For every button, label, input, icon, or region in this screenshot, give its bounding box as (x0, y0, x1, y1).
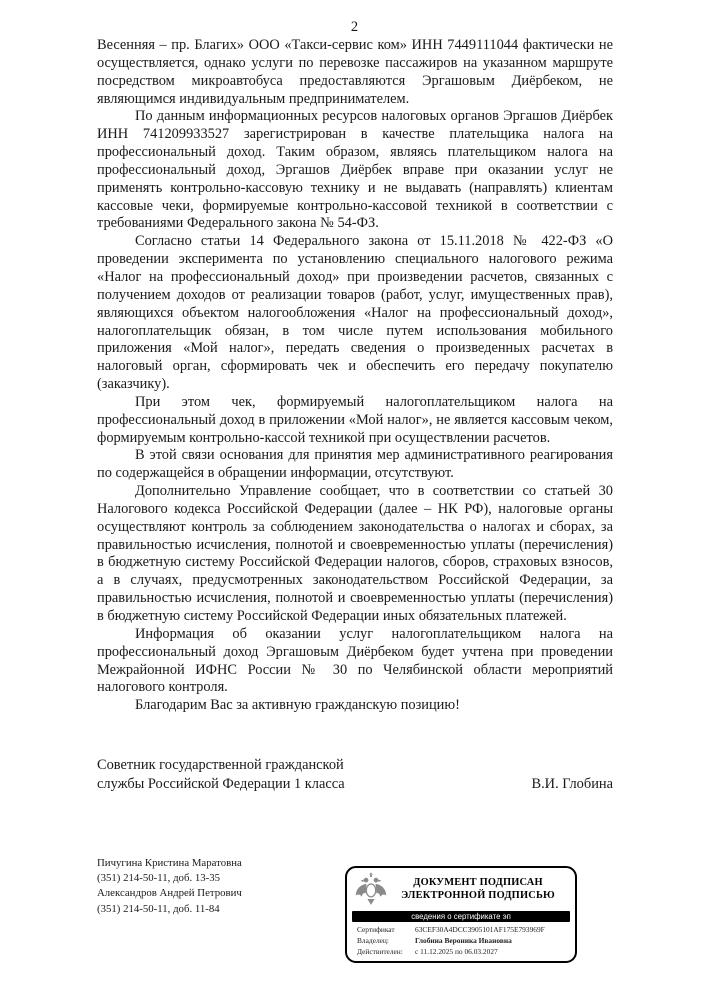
paragraph: Дополнительно Управление сообщает, что в соответствии со статьей 30 Налогового кодекса Российской Федерации (далее – НК РФ), налоговые органы осуществляют контроль за соблюдением законодательства о налогах и сборах, за правильностью исчисления, полнотой и своевременностью уплаты (перечисления) в бюджетную систему Российской Федерации налогов, сборов, страховых взносов, а в случаях, предусмотренных законодательством Российской Федерации, за правильностью исчисления, полнотой и своевременностью уплаты (перечисления) в бюджетную систему Российской Федерации иных обязательных платежей. (97, 483, 613, 624)
stamp-row-label: Владелец: (357, 935, 389, 945)
signer-position-line: службы Российской Федерации 1 класса (97, 775, 345, 792)
electronic-signature-stamp (345, 866, 577, 963)
stamp-row-value: 63CEF30A4DCC3905101AF175E793969F (415, 925, 545, 934)
stamp-title (389, 877, 567, 902)
stamp-row-certificate (357, 925, 565, 936)
stamp-row-validity (357, 947, 565, 958)
stamp-certificate-bar: сведения о сертификате эп (352, 911, 570, 922)
contact-block (97, 856, 242, 917)
contact-line: Александров Андрей Петрович (97, 887, 242, 900)
stamp-row-label: Сертификат (357, 925, 395, 934)
signer-position-line: Советник государственной гражданской (97, 757, 344, 773)
document-body (97, 37, 613, 715)
contact-line: Пичугина Кристина Маратовна (97, 857, 242, 869)
stamp-row-value: Глобина Вероника Ивановна (415, 935, 512, 945)
stamp-row-label: Действителен: (357, 946, 403, 956)
signature-block (97, 756, 613, 793)
stamp-header (347, 870, 575, 910)
paragraph: Благодарим Вас за активную гражданскую позицию! (135, 697, 460, 714)
paragraph: Согласно статьи 14 Федерального закона от 15.11.2018 № 422-ФЗ «О проведении эксперимента по установлению специального налогового режима «Налог на профессиональный доход» при произведении расчетов, связанных с получением доходов от реализации товаров (работ, услуг, имущественных прав), являющихся объектом налогообложения «Налог на профессиональный доход», налогоплательщик обязан, в том числе путем использования мобильного приложения «Мой налог», передать сведения о произведенных расчетах в налоговый орган, сформировать чек и обеспечить его передачу покупателю (заказчику). (97, 233, 613, 393)
paragraph: При этом чек, формируемый налогоплательщиком налога на профессиональный доход в приложении «Мой налог», не является кассовым чеком, формируемым контрольно-кассой техникой при осуществлении расчетов. (97, 393, 613, 446)
russian-coat-of-arms-icon (353, 872, 389, 908)
stamp-row-value: с 11.12.2025 по 06.03.2027 (415, 946, 498, 956)
signer-name: В.И. Глобина (531, 775, 613, 792)
paragraph: По данным информационных ресурсов налоговых органов Эргашов Диёрбек ИНН 741209933527 зарегистрирован в качестве плательщика налога на профессиональный доход. Таким образом, являясь плательщиком налога на профессиональный доход, Эргашов Диёрбек вправе при оказании услуг не применять контрольно-кассовую технику и не выдавать (направлять) клиентам кассовые чеки, формируемые контрольно-кассовой техникой в соответствии с требованиями Федерального закона № 54-ФЗ. (97, 108, 613, 232)
contact-line: (351) 214-50-11, доб. 13-35 (97, 872, 221, 885)
paragraph: Весенняя – пр. Благих» ООО «Такси-сервис ком» ИНН 7449111044 фактически не осуществляется, однако услуги по перевозке пассажиров на указанном маршруте посредством микроавтобуса предоставляются Эргашовым Диёрбеком, не являющимся индивидуальным предпринимателем. (97, 37, 613, 107)
stamp-title-line: ДОКУМЕНТ ПОДПИСАН (413, 877, 543, 889)
stamp-details (347, 925, 575, 957)
contact-line: (351) 214-50-11, доб. 11-84 (97, 902, 220, 915)
page-number: 2 (350, 19, 359, 35)
signer-position (97, 756, 345, 793)
stamp-row-owner (357, 936, 565, 947)
paragraph: Информация об оказании услуг налогоплательщиком налога на профессиональный доход Эргашовым Диёрбеком будет учтена при проведении Межрайонной ИФНС России № 30 по Челябинской области мероприятий налогового контроля. (97, 625, 613, 696)
stamp-title-line: ЭЛЕКТРОННОЙ ПОДПИСЬЮ (401, 890, 555, 901)
paragraph: В этой связи основания для принятия мер административного реагирования по содержащейся в обращении информации, отсутствуют. (97, 447, 613, 482)
